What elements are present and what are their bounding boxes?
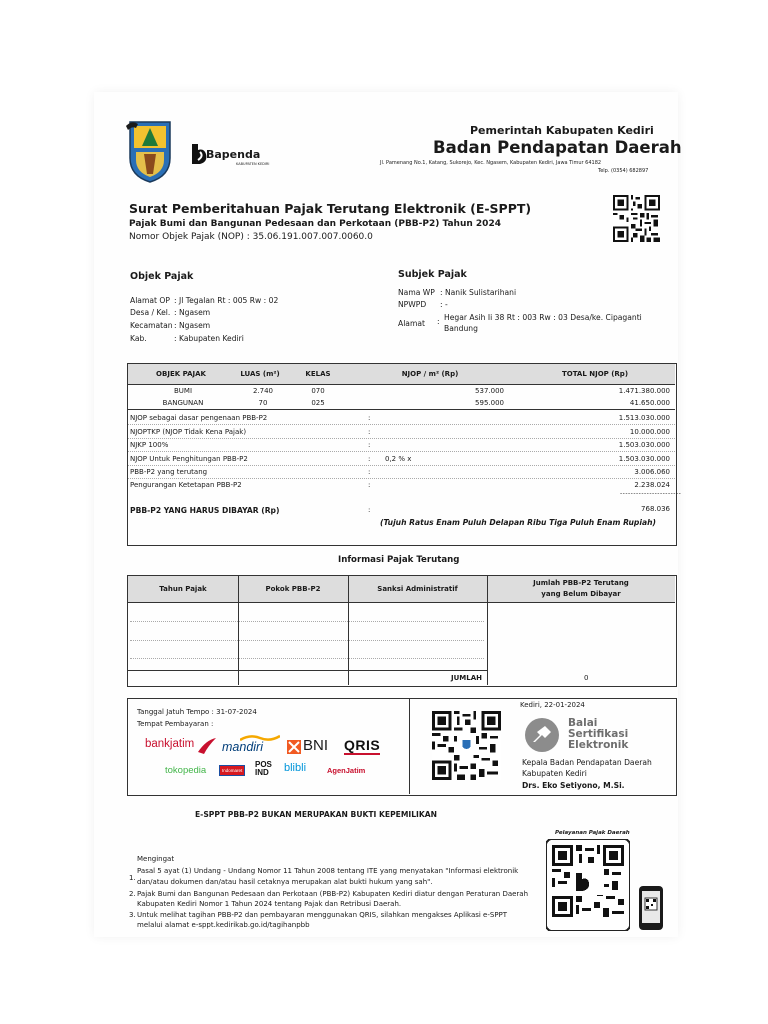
note-number: 1. bbox=[129, 874, 136, 882]
divider bbox=[130, 658, 484, 659]
due-date: Tanggal Jatuh Tempo : 31-07-2024 bbox=[137, 708, 257, 716]
pos-indonesia-logo: POS IND bbox=[255, 760, 272, 777]
divider bbox=[128, 409, 675, 410]
blibli-logo: blibli bbox=[284, 762, 307, 774]
bni-mark-icon bbox=[287, 740, 301, 754]
total-terbilang: (Tujuh Ratus Enam Puluh Delapan Ribu Tiga Puluh Enam Rupiah) bbox=[380, 518, 656, 527]
note-number: 3. bbox=[129, 911, 136, 919]
objek-value: : Ngasem bbox=[174, 308, 211, 317]
divider bbox=[128, 384, 675, 385]
objek-value: : Jl Tegalan Rt : 005 Rw : 02 bbox=[174, 296, 279, 305]
col-header: OBJEK PAJAK bbox=[156, 370, 206, 378]
total-label: PBB-P2 YANG HARUS DIBAYAR (Rp) bbox=[130, 506, 280, 515]
bankjatim-swoosh-icon bbox=[198, 738, 216, 754]
divider bbox=[128, 465, 675, 466]
calc-value: 1.503.030.000 bbox=[618, 441, 670, 449]
note-text: Kabupaten Kediri Nomor 1 Tahun 2024 tentang Pajak dan Retribusi Daerah. bbox=[137, 900, 402, 908]
col-header: yang Belum Dibayar bbox=[541, 590, 621, 598]
bse-line3: Elektronik bbox=[568, 739, 629, 751]
calc-value: 10.000.000 bbox=[629, 428, 670, 436]
objek-label: Kab. bbox=[130, 334, 147, 343]
bni-logo: BNI bbox=[303, 737, 329, 754]
table-cell: 025 bbox=[311, 399, 325, 407]
subjek-npwpd-label: NPWPD bbox=[398, 300, 427, 309]
subjek-alamat-line1: Hegar Asih Ii 38 Rt : 003 Rw : 03 Desa/ke. Cipaganti bbox=[444, 313, 642, 322]
calc-rate: 0,2 % x bbox=[385, 455, 412, 463]
table-cell: 2.740 bbox=[252, 387, 274, 395]
subjek-heading: Subjek Pajak bbox=[398, 269, 467, 280]
note-number: 2. bbox=[129, 890, 136, 898]
note-text: Pasal 5 ayat (1) Undang - Undang Nomor 11 Tahun 2008 tentang ITE yang menyatakan "Informasi elektronik bbox=[137, 867, 519, 875]
divider bbox=[409, 699, 410, 794]
col-header: LUAS (m²) bbox=[240, 370, 280, 378]
divider bbox=[130, 640, 484, 641]
subjek-alamat-line2: Bandung bbox=[444, 324, 478, 333]
divider bbox=[130, 621, 484, 622]
phone-scan-icon bbox=[638, 885, 664, 931]
signatory-name: Drs. Eko Setiyono, M.Si. bbox=[522, 781, 625, 790]
col-header: KELAS bbox=[305, 370, 331, 378]
payment-qr-code bbox=[432, 711, 501, 780]
bapenda-sub: KABUPATEN KEDIRI bbox=[236, 162, 270, 166]
mandiri-logo: mandiri bbox=[222, 740, 263, 754]
kediri-crest-logo bbox=[126, 118, 174, 184]
qris-logo: QRIS bbox=[344, 737, 381, 753]
divider bbox=[128, 478, 675, 479]
subjek-nama-label: Nama WP bbox=[398, 288, 435, 297]
col-header: Pokok PBB-P2 bbox=[265, 585, 321, 593]
subjek-alamat-colon: : bbox=[437, 317, 440, 326]
bapenda-wordmark: Bapenda bbox=[206, 148, 261, 161]
calc-label: NJOP sebagai dasar pengenaan PBB-P2 bbox=[130, 414, 268, 422]
notes-heading: Mengingat bbox=[137, 855, 175, 863]
col-header: Tahun Pajak bbox=[159, 585, 207, 593]
note-text: Untuk melihat tagihan PBB-P2 dan pembayaran menggunakan QRIS, silahkan mengakses Aplikasi e-SPPT bbox=[137, 911, 508, 919]
total-value: 768.036 bbox=[641, 505, 670, 513]
objek-heading: Objek Pajak bbox=[130, 271, 194, 282]
divider bbox=[128, 670, 488, 671]
calc-label: NJOPTKP (NJOP Tidak Kena Pajak) bbox=[130, 428, 247, 436]
bankjatim-logo: bankjatim bbox=[145, 738, 195, 750]
col-header: Jumlah PBB-P2 Terutang bbox=[533, 579, 629, 587]
divider bbox=[128, 602, 675, 603]
jumlah-value: 0 bbox=[584, 674, 589, 682]
agenjatim-logo: AgenJatim bbox=[327, 766, 366, 775]
indomaret-logo: Indomaret bbox=[219, 765, 245, 776]
objek-value: : Kabupaten Kediri bbox=[174, 334, 244, 343]
table-cell: BUMI bbox=[173, 387, 193, 395]
sign-role2: Kabupaten Kediri bbox=[522, 769, 587, 778]
subjek-alamat-label: Alamat bbox=[398, 319, 425, 328]
payment-place: Tempat Pembayaran : bbox=[137, 720, 214, 728]
col-header: TOTAL NJOP (Rp) bbox=[561, 370, 629, 378]
tokopedia-logo: tokopedia bbox=[165, 765, 207, 776]
pelayanan-qr-code bbox=[546, 839, 630, 931]
objek-label: Alamat OP bbox=[130, 296, 170, 305]
calc-label: NJOP Untuk Penghitungan PBB-P2 bbox=[130, 455, 248, 463]
jumlah-label: JUMLAH bbox=[451, 674, 482, 682]
total-colon: : bbox=[368, 506, 371, 514]
doc-subtitle: Pajak Bumi dan Bangunan Pedesaan dan Perkotaan (PBB-P2) Tahun 2024 bbox=[129, 219, 501, 229]
gov-name: Pemerintah Kabupaten Kediri bbox=[470, 124, 654, 137]
calc-value: 2.238.024 bbox=[634, 481, 670, 489]
objek-value: : Ngasem bbox=[174, 321, 211, 330]
subjek-npwpd-value: : - bbox=[440, 300, 448, 309]
mandiri-wave-icon bbox=[240, 734, 280, 742]
calc-value: 3.006.060 bbox=[634, 468, 670, 476]
calc-colon: : bbox=[368, 414, 371, 422]
calc-value: 1.513.030.000 bbox=[618, 414, 670, 422]
subjek-nama-value: : Nanik Sulistarihani bbox=[440, 288, 517, 297]
table-cell: 537.000 bbox=[475, 387, 504, 395]
sum-rule: ----------------------- bbox=[620, 490, 682, 497]
calc-colon: : bbox=[368, 481, 371, 489]
calc-label: Pengurangan Ketetapan PBB-P2 bbox=[130, 481, 242, 489]
table-cell: 70 bbox=[258, 399, 268, 407]
ownership-disclaimer: E-SPPT PBB-P2 BUKAN MERUPAKAN BUKTI KEPEMILIKAN bbox=[195, 810, 438, 819]
divider bbox=[128, 424, 675, 425]
calc-value: 1.503.030.000 bbox=[618, 455, 670, 463]
note-text: Pajak Bumi dan Bangunan Pedesaan dan Perkotaan (PBB-P2) Kabupaten Kediri diatur dengan Peraturan Daerah bbox=[137, 890, 529, 898]
col-header: Sanksi Administratif bbox=[377, 585, 458, 593]
nop-number: Nomor Objek Pajak (NOP) : 35.06.191.007.007.0060.0 bbox=[129, 232, 373, 242]
table-cell: 070 bbox=[311, 387, 325, 395]
table-cell: 1.471.380.000 bbox=[618, 387, 670, 395]
calc-colon: : bbox=[368, 441, 371, 449]
calc-label: NJKP 100% bbox=[130, 441, 169, 449]
info-heading: Informasi Pajak Terutang bbox=[338, 555, 460, 565]
doc-title: Surat Pemberitahuan Pajak Terutang Elektronik (E-SPPT) bbox=[129, 201, 532, 216]
divider bbox=[128, 438, 675, 439]
office-phone: Telp. (0354) 682897 bbox=[598, 168, 649, 174]
pelayanan-label: Pelayanan Pajak Daerah bbox=[555, 830, 630, 836]
office-name: Badan Pendapatan Daerah bbox=[433, 138, 682, 157]
sign-role1: Kepala Badan Pendapatan Daerah bbox=[522, 758, 652, 767]
divider bbox=[128, 451, 675, 452]
objek-label: Kecamatan bbox=[130, 321, 173, 330]
table-cell: 595.000 bbox=[475, 399, 504, 407]
header-qr-code bbox=[613, 195, 660, 242]
bse-line1: Balai bbox=[568, 717, 598, 729]
objek-label: Desa / Kel. bbox=[130, 308, 171, 317]
calc-label: PBB-P2 yang terutang bbox=[130, 468, 208, 476]
bse-logo-icon bbox=[523, 716, 561, 754]
sign-place-date: Kediri, 22-01-2024 bbox=[520, 701, 585, 709]
col-header: NJOP / m² (Rp) bbox=[401, 370, 459, 378]
table-cell: BANGUNAN bbox=[162, 399, 204, 407]
calc-colon: : bbox=[368, 468, 371, 476]
calc-colon: : bbox=[368, 455, 371, 463]
calc-colon: : bbox=[368, 428, 371, 436]
note-text: dan/atau dokumen dan/atau hasil cetaknya merupakan alat bukti hukum yang sah". bbox=[137, 878, 433, 886]
office-address: Jl. Pamenang No.1, Katang, Sukorejo, Kec. Ngasem, Kabupaten Kediri, Jawa Timur 64182 bbox=[380, 160, 602, 166]
bse-line2: Sertifikasi bbox=[568, 728, 629, 740]
table-cell: 41.650.000 bbox=[629, 399, 670, 407]
note-text: melalui alamat e-sppt.kedirikab.go.id/tagihanpbb bbox=[137, 921, 310, 929]
